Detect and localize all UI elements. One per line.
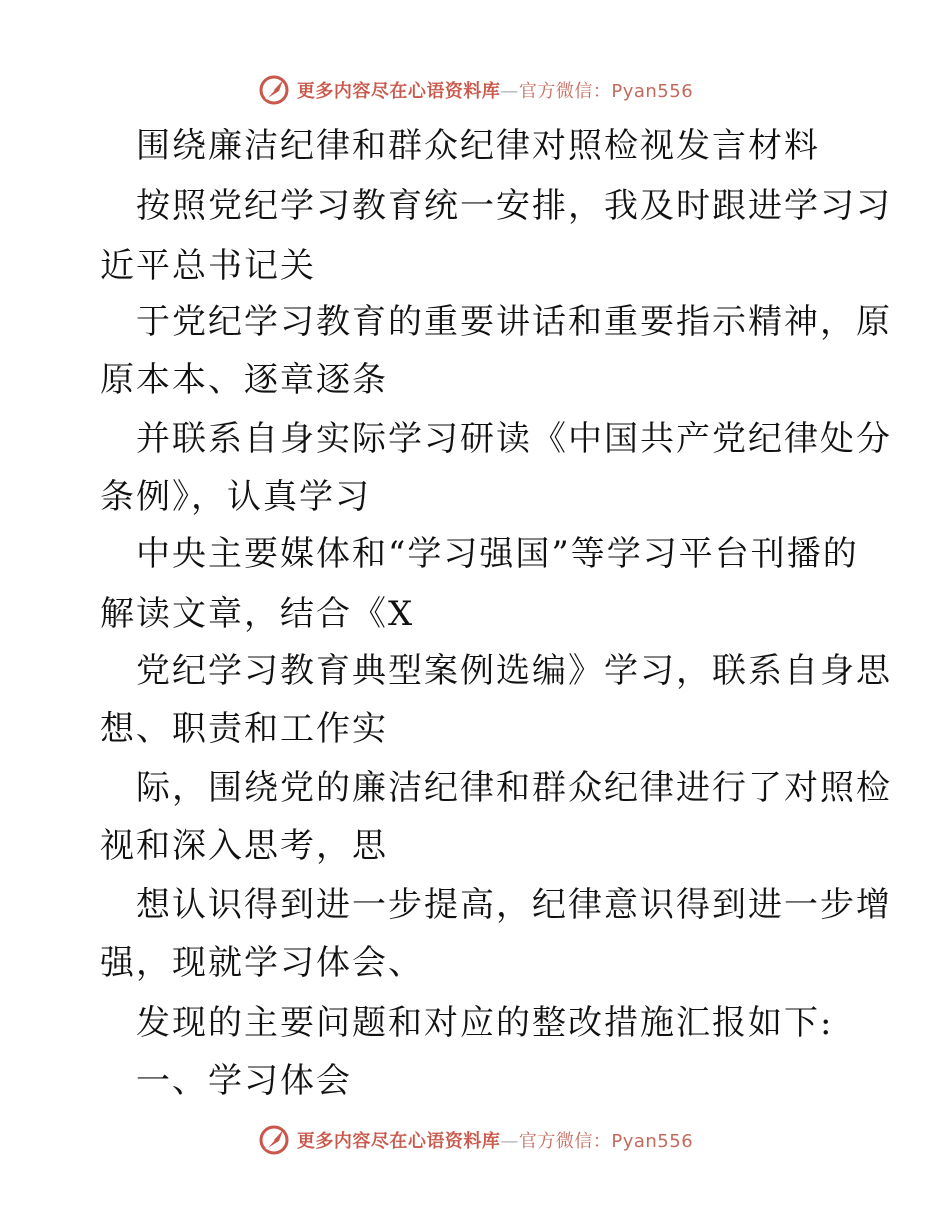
paragraph-line: 解读文章，结合《X (100, 594, 415, 634)
watermark-text (297, 1127, 693, 1153)
footer-watermark (0, 1120, 950, 1160)
section-heading: 一、学习体会 (136, 1061, 352, 1101)
watermark-brand: 更多内容尽在心语资料库 (296, 1131, 501, 1152)
watermark-account: 官方微信：Pyan556 (518, 81, 694, 102)
paragraph-line: 想认识得到进一步提高，纪律意识得到进一步增 (136, 885, 892, 925)
paragraph-line: 强，现就学习体会、 (100, 943, 424, 983)
watermark-account: 官方微信：Pyan556 (518, 1131, 694, 1152)
quill-logo-icon (257, 1123, 291, 1157)
paragraph-line: 原本本、逐章逐条 (100, 360, 388, 400)
paragraph-line: 中央主要媒体和“学习强国”等学习平台刊播的 (136, 534, 859, 574)
quill-logo-icon (257, 73, 291, 107)
paragraph-line: 际，围绕党的廉洁纪律和群众纪律进行了对照检 (136, 768, 892, 808)
document-title: 围绕廉洁纪律和群众纪律对照检视发言材料 (136, 126, 820, 166)
watermark-dash: — (500, 1131, 519, 1152)
paragraph-line: 想、职责和工作实 (100, 709, 388, 749)
paragraph-line: 按照党纪学习教育统一安排，我及时跟进学习习 (136, 186, 892, 226)
paragraph-line: 视和深入思考，思 (100, 826, 388, 866)
paragraph-line: 条例》，认真学习 (100, 477, 371, 517)
header-watermark (0, 70, 950, 110)
watermark-text (297, 77, 693, 103)
paragraph-line: 党纪学习教育典型案例选编》学习，联系自身思 (136, 651, 892, 691)
paragraph-line: 并联系自身实际学习研读《中国共产党纪律处分 (136, 419, 892, 459)
paragraph-line: 近平总书记关 (100, 246, 316, 286)
paragraph-line: 于党纪学习教育的重要讲话和重要指示精神，原 (136, 302, 892, 342)
watermark-brand: 更多内容尽在心语资料库 (296, 81, 501, 102)
watermark-dash: — (500, 81, 519, 102)
paragraph-line: 发现的主要问题和对应的整改措施汇报如下: (136, 1003, 834, 1043)
